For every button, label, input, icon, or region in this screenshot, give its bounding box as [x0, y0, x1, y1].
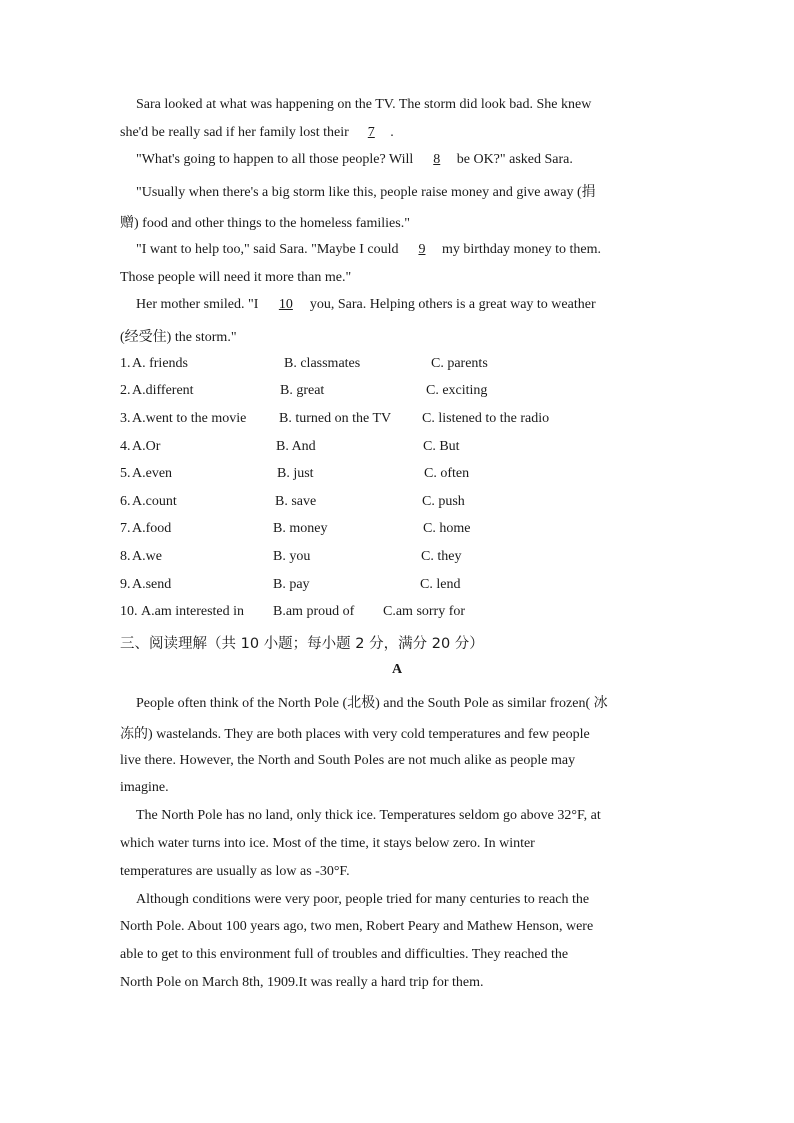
cloze-line: she'd be really sad if her family lost their 7. — [120, 125, 394, 140]
reading-line: The North Pole has no land, only thick ice. Temperatures seldom go above 32°F, at — [136, 808, 601, 823]
option-number: 5. — [120, 466, 131, 481]
option-number: 9. — [120, 577, 131, 592]
option-c: C. push — [422, 494, 465, 509]
option-a: A.went to the movie — [132, 411, 247, 426]
option-a: A.count — [132, 494, 177, 509]
option-c: C. often — [424, 466, 470, 481]
cloze-line: "What's going to happen to all those people? Will 8be OK?" asked Sara. — [136, 152, 573, 167]
option-a: A.am interested in — [141, 604, 245, 619]
option-number: 6. — [120, 494, 131, 509]
option-c: C. home — [423, 521, 471, 536]
option-a: A.we — [132, 549, 162, 564]
cloze-line: "I want to help too," said Sara. "Maybe I could 9my birthday money to them. — [136, 242, 602, 257]
section-title: 三、阅读理解（共 10 小题；每小题 2 分，满分 20 分） — [120, 636, 484, 652]
option-a: A.Or — [132, 439, 161, 454]
reading-line: People often think of the North Pole (北极) and the South Pole as similar frozen( 冰 — [136, 696, 608, 711]
cloze-line: (经受住) the storm." — [120, 330, 237, 345]
reading-line: live there. However, the North and South Poles are not much alike as people may — [120, 753, 576, 768]
reading-line: temperatures are usually as low as -30°F. — [120, 864, 350, 879]
option-b: B.am proud of — [273, 604, 355, 619]
reading-line: able to get to this environment full of troubles and difficulties. They reached the — [120, 947, 569, 962]
option-number: 1. — [120, 356, 131, 371]
cloze-line: Those people will need it more than me." — [120, 270, 352, 285]
option-number: 7. — [120, 521, 131, 536]
option-b: B. just — [277, 466, 314, 481]
option-b: B. money — [273, 521, 328, 536]
option-b: B. pay — [273, 577, 310, 592]
reading-line: North Pole. About 100 years ago, two men, Robert Peary and Mathew Henson, were — [120, 919, 594, 934]
cloze-line: 赠) food and other things to the homeless families." — [120, 216, 410, 231]
option-c: C. listened to the radio — [422, 411, 550, 426]
option-a: A.different — [132, 383, 194, 398]
option-c: C. parents — [431, 356, 488, 371]
option-a: A.food — [132, 521, 172, 536]
option-b: B. classmates — [284, 356, 361, 371]
option-a: A. friends — [132, 356, 188, 371]
reading-line: imagine. — [120, 780, 169, 795]
reading-line: 冻的) wastelands. They are both places with very cold temperatures and few people — [120, 727, 590, 742]
reading-line: which water turns into ice. Most of the time, it stays below zero. In winter — [120, 836, 535, 851]
option-a: A.send — [132, 577, 172, 592]
cloze-line: "Usually when there's a big storm like this, people raise money and give away (捐 — [136, 185, 596, 200]
option-c: C. exciting — [426, 383, 488, 398]
option-b: B. turned on the TV — [279, 411, 392, 426]
passage-label: A — [391, 662, 403, 677]
option-b: B. great — [280, 383, 325, 398]
option-b: B. you — [273, 549, 311, 564]
blank-7: 7 — [367, 125, 375, 140]
reading-line: North Pole on March 8th, 1909.It was really a hard trip for them. — [120, 975, 484, 990]
blank-10: 10 — [278, 297, 293, 312]
cloze-line: Sara looked at what was happening on the TV. The storm did look bad. She knew — [136, 97, 592, 112]
option-b: B. save — [275, 494, 317, 509]
option-a: A.even — [132, 466, 173, 481]
blank-9: 9 — [418, 242, 426, 257]
option-number: 8. — [120, 549, 131, 564]
option-number: 2. — [120, 383, 131, 398]
reading-line: Although conditions were very poor, people tried for many centuries to reach the — [136, 892, 590, 907]
option-c: C. But — [423, 439, 460, 454]
option-c: C. they — [421, 549, 462, 564]
option-c: C. lend — [420, 577, 461, 592]
cloze-line: Her mother smiled. "I 10you, Sara. Helping others is a great way to weather — [136, 297, 596, 312]
option-b: B. And — [276, 439, 316, 454]
option-number: 10. — [120, 604, 138, 619]
option-number: 3. — [120, 411, 131, 426]
option-c: C.am sorry for — [383, 604, 466, 619]
blank-8: 8 — [433, 152, 441, 167]
option-number: 4. — [120, 439, 131, 454]
